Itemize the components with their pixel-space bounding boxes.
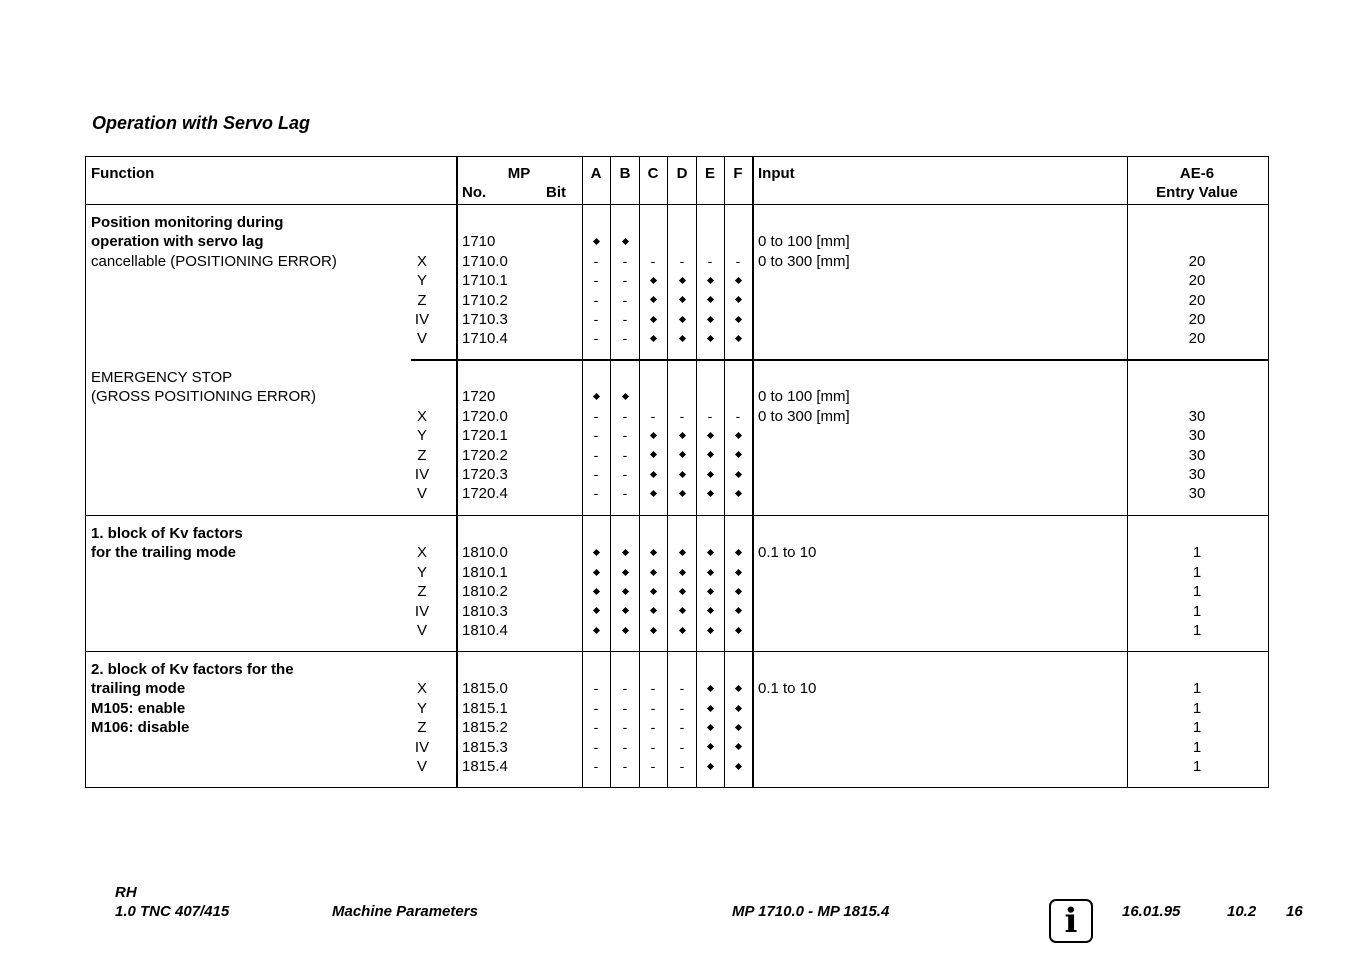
diamond-icon <box>731 310 745 329</box>
dash-mark: - <box>622 466 628 482</box>
diamond-icon <box>646 602 660 621</box>
entry-value: 20 <box>1188 330 1206 348</box>
entry-value: 1 <box>1192 758 1202 775</box>
diamond-icon <box>646 310 660 329</box>
diamond-icon <box>646 271 660 290</box>
mp-number: 1815.2 <box>462 719 508 737</box>
col-divider-mp <box>456 156 458 788</box>
entry-value: 30 <box>1188 427 1206 445</box>
table-border-bottom <box>85 787 1269 788</box>
col-divider-input <box>752 156 754 788</box>
axis-label: IV <box>414 311 430 328</box>
col-divider-c <box>639 156 640 788</box>
diamond-icon <box>703 718 717 737</box>
header-entry-value: Entry Value <box>1156 184 1238 201</box>
diamond-icon <box>675 602 689 621</box>
dash-mark: - <box>622 485 628 502</box>
dash-mark: - <box>593 699 599 716</box>
diamond-icon <box>731 563 745 582</box>
axis-label: IV <box>414 602 430 620</box>
axis-label: Z <box>417 291 427 309</box>
dash-mark: - <box>593 272 599 289</box>
header-version-e: E <box>704 165 716 182</box>
dash-mark: - <box>679 680 685 697</box>
function-text: for the trailing mode <box>91 544 237 562</box>
dash-mark: - <box>622 719 628 736</box>
diamond-icon <box>675 329 689 348</box>
diamond-icon <box>703 679 717 698</box>
dash-mark: - <box>650 252 656 269</box>
diamond-icon <box>618 543 632 562</box>
diamond-icon <box>675 563 689 582</box>
function-text: M106: disable <box>91 719 190 737</box>
footer-doc: 1.0 TNC 407/415 <box>115 903 230 920</box>
diamond-icon <box>618 602 632 621</box>
input-range: 0 to 100 [mm] <box>758 233 850 251</box>
diamond-icon <box>703 602 717 621</box>
diamond-icon <box>731 718 745 737</box>
entry-value: 1 <box>1192 680 1202 698</box>
dash-mark: - <box>679 252 685 269</box>
dash-mark: - <box>622 446 628 463</box>
dash-mark: - <box>593 446 599 463</box>
table-border-right <box>1268 156 1269 788</box>
info-icon: i <box>1049 899 1093 943</box>
mp-number: 1720.3 <box>462 466 508 483</box>
entry-value: 20 <box>1188 311 1206 328</box>
entry-value: 30 <box>1188 485 1206 503</box>
diamond-icon <box>618 563 632 582</box>
dash-mark: - <box>707 252 713 269</box>
dash-mark: - <box>650 758 656 774</box>
diamond-icon <box>703 621 717 640</box>
diamond-icon <box>703 582 717 601</box>
mp-number: 1720 <box>462 388 496 406</box>
diamond-icon <box>646 291 660 310</box>
diamond-icon <box>703 738 717 757</box>
diamond-icon <box>646 484 660 503</box>
dash-mark: - <box>622 699 628 716</box>
dash-mark: - <box>593 719 599 736</box>
dash-mark: - <box>679 758 685 774</box>
diamond-icon <box>703 426 717 445</box>
machine-parameter-table <box>85 156 1269 788</box>
dash-mark: - <box>593 311 599 327</box>
function-text: (GROSS POSITIONING ERROR) <box>91 388 317 406</box>
header-mp-bit: Bit <box>546 184 566 201</box>
diamond-icon <box>675 582 689 601</box>
diamond-icon <box>618 582 632 601</box>
entry-value: 1 <box>1192 738 1202 756</box>
footer-author: RH <box>115 884 137 901</box>
diamond-icon <box>675 543 689 562</box>
header-function: Function <box>91 165 155 182</box>
mp-number: 1710.1 <box>462 272 508 290</box>
dash-mark: - <box>593 680 599 697</box>
axis-label: V <box>416 330 428 348</box>
footer-chapter: 10.2 <box>1227 903 1257 920</box>
dash-mark: - <box>679 407 685 424</box>
mp-number: 1815.3 <box>462 738 508 756</box>
function-text: 1. block of Kv factors <box>91 525 243 542</box>
mp-number: 1710.0 <box>462 252 508 270</box>
table-border-left <box>85 156 86 788</box>
entry-value: 20 <box>1188 272 1206 290</box>
dash-mark: - <box>679 699 685 716</box>
function-text: trailing mode <box>91 680 186 698</box>
entry-value: 1 <box>1192 719 1202 737</box>
row-divider-2 <box>85 515 1269 516</box>
dash-mark: - <box>593 252 599 269</box>
diamond-icon <box>731 621 745 640</box>
input-range: 0 to 300 [mm] <box>758 252 850 270</box>
dash-mark: - <box>679 738 685 755</box>
dash-mark: - <box>650 738 656 755</box>
diamond-icon <box>703 329 717 348</box>
diamond-icon <box>731 271 745 290</box>
dash-mark: - <box>650 719 656 736</box>
diamond-icon <box>675 446 689 465</box>
dash-mark: - <box>650 699 656 716</box>
dash-mark: - <box>707 407 713 424</box>
col-divider-value <box>1127 156 1128 788</box>
diamond-icon <box>731 465 745 484</box>
axis-label: X <box>416 544 428 562</box>
dash-mark: - <box>593 466 599 482</box>
header-ae6: AE-6 <box>1179 165 1215 182</box>
axis-label: Z <box>417 446 427 464</box>
dash-mark: - <box>622 291 628 308</box>
input-range: 0 to 300 [mm] <box>758 407 850 425</box>
header-mp-no: No. <box>462 184 487 201</box>
dash-mark: - <box>593 758 599 774</box>
axis-label: IV <box>414 738 430 756</box>
mp-number: 1710.4 <box>462 330 508 348</box>
diamond-icon <box>731 602 745 621</box>
axis-label: X <box>416 680 428 698</box>
entry-value: 1 <box>1192 622 1202 639</box>
footer-section: Machine Parameters <box>332 903 478 920</box>
diamond-icon <box>703 271 717 290</box>
mp-number: 1810.1 <box>462 563 508 581</box>
dash-mark: - <box>622 330 628 347</box>
entry-value: 30 <box>1188 466 1206 483</box>
axis-label: Z <box>417 719 427 737</box>
function-text: M105: enable <box>91 699 186 717</box>
diamond-icon <box>646 465 660 484</box>
col-divider-e <box>696 156 697 788</box>
entry-value: 20 <box>1188 252 1206 270</box>
diamond-icon <box>731 679 745 698</box>
diamond-icon <box>618 387 632 406</box>
diamond-icon <box>646 329 660 348</box>
diamond-icon <box>731 699 745 718</box>
axis-label: Y <box>416 427 428 445</box>
input-range: 0 to 100 [mm] <box>758 388 850 406</box>
axis-label: V <box>416 758 428 775</box>
diamond-icon <box>589 543 603 562</box>
diamond-icon <box>731 543 745 562</box>
axis-label: Y <box>416 699 428 717</box>
dash-mark: - <box>735 252 741 269</box>
axis-label: X <box>416 407 428 425</box>
footer-date: 16.01.95 <box>1122 903 1181 920</box>
diamond-icon <box>731 426 745 445</box>
mp-number: 1720.0 <box>462 407 508 425</box>
diamond-icon <box>731 446 745 465</box>
diamond-icon <box>646 563 660 582</box>
dash-mark: - <box>593 291 599 308</box>
header-mp: MP <box>507 165 531 182</box>
function-text: cancellable (POSITIONING ERROR) <box>91 252 337 270</box>
diamond-icon <box>731 291 745 310</box>
mp-number: 1810.3 <box>462 602 508 620</box>
entry-value: 30 <box>1188 407 1206 425</box>
diamond-icon <box>703 543 717 562</box>
header-version-d: D <box>676 165 688 182</box>
diamond-icon <box>703 484 717 503</box>
axis-label: V <box>416 485 428 503</box>
diamond-icon <box>589 602 603 621</box>
function-text: 2. block of Kv factors for the <box>91 661 294 678</box>
entry-value: 20 <box>1188 291 1206 309</box>
dash-mark: - <box>593 407 599 424</box>
footer-page: 16 <box>1286 903 1303 920</box>
col-divider-a <box>582 156 583 788</box>
entry-value: 1 <box>1192 563 1202 581</box>
entry-value: 30 <box>1188 446 1206 464</box>
entry-value: 1 <box>1192 544 1202 562</box>
diamond-icon <box>731 738 745 757</box>
diamond-icon <box>703 310 717 329</box>
diamond-icon <box>646 426 660 445</box>
diamond-icon <box>731 582 745 601</box>
col-divider-b <box>610 156 611 788</box>
diamond-icon <box>618 232 632 251</box>
row-divider-1 <box>411 359 1269 361</box>
header-version-f: F <box>733 165 743 182</box>
mp-number: 1810.4 <box>462 622 508 639</box>
dash-mark: - <box>593 738 599 755</box>
header-version-c: C <box>647 165 659 182</box>
mp-number: 1710.3 <box>462 311 508 328</box>
dash-mark: - <box>622 758 628 774</box>
dash-mark: - <box>650 680 656 697</box>
dash-mark: - <box>593 330 599 347</box>
entry-value: 1 <box>1192 602 1202 620</box>
diamond-icon <box>675 621 689 640</box>
diamond-icon <box>731 757 745 776</box>
axis-label: Y <box>416 272 428 290</box>
diamond-icon <box>703 757 717 776</box>
mp-number: 1710 <box>462 233 496 251</box>
table-border-top <box>85 156 1269 157</box>
diamond-icon <box>703 699 717 718</box>
header-input: Input <box>758 165 795 182</box>
mp-number: 1815.0 <box>462 680 508 698</box>
entry-value: 1 <box>1192 583 1202 601</box>
mp-number: 1720.1 <box>462 427 508 445</box>
diamond-icon <box>646 543 660 562</box>
mp-number: 1720.2 <box>462 446 508 464</box>
dash-mark: - <box>622 427 628 444</box>
diamond-icon <box>589 387 603 406</box>
diamond-icon <box>589 582 603 601</box>
page-title: Operation with Servo Lag <box>92 113 311 133</box>
diamond-icon <box>646 582 660 601</box>
input-range: 0.1 to 10 <box>758 680 817 698</box>
diamond-icon <box>646 446 660 465</box>
function-text: operation with servo lag <box>91 233 264 251</box>
mp-number: 1710.2 <box>462 291 508 309</box>
diamond-icon <box>675 291 689 310</box>
dash-mark: - <box>622 680 628 697</box>
header-divider <box>85 204 1269 205</box>
diamond-icon <box>589 232 603 251</box>
diamond-icon <box>618 621 632 640</box>
dash-mark: - <box>593 485 599 502</box>
axis-label: Z <box>417 583 427 601</box>
mp-number: 1810.0 <box>462 544 508 562</box>
entry-value: 1 <box>1192 699 1202 717</box>
diamond-icon <box>731 329 745 348</box>
dash-mark: - <box>622 407 628 424</box>
col-divider-f <box>724 156 725 788</box>
diamond-icon <box>675 426 689 445</box>
axis-label: V <box>416 622 428 639</box>
dash-mark: - <box>622 272 628 289</box>
diamond-icon <box>703 291 717 310</box>
mp-number: 1720.4 <box>462 485 508 503</box>
function-text: Position monitoring during <box>91 214 284 231</box>
diamond-icon <box>731 484 745 503</box>
function-text: EMERGENCY STOP <box>91 369 233 386</box>
dash-mark: - <box>622 252 628 269</box>
col-divider-d <box>667 156 668 788</box>
mp-number: 1815.1 <box>462 699 508 717</box>
diamond-icon <box>675 465 689 484</box>
input-range: 0.1 to 10 <box>758 544 817 562</box>
header-version-b: B <box>619 165 631 182</box>
diamond-icon <box>646 621 660 640</box>
diamond-icon <box>675 271 689 290</box>
dash-mark: - <box>679 719 685 736</box>
dash-mark: - <box>650 407 656 424</box>
dash-mark: - <box>622 738 628 755</box>
axis-label: IV <box>414 466 430 483</box>
header-version-a: A <box>590 165 602 182</box>
row-divider-3 <box>85 651 1269 652</box>
dash-mark: - <box>735 407 741 424</box>
diamond-icon <box>589 563 603 582</box>
axis-label: Y <box>416 563 428 581</box>
diamond-icon <box>589 621 603 640</box>
dash-mark: - <box>593 427 599 444</box>
diamond-icon <box>703 446 717 465</box>
footer-range: MP 1710.0 - MP 1815.4 <box>732 903 890 920</box>
diamond-icon <box>675 484 689 503</box>
mp-number: 1810.2 <box>462 583 508 601</box>
mp-number: 1815.4 <box>462 758 508 775</box>
diamond-icon <box>703 465 717 484</box>
dash-mark: - <box>622 311 628 327</box>
diamond-icon <box>675 310 689 329</box>
axis-label: X <box>416 252 428 270</box>
diamond-icon <box>703 563 717 582</box>
